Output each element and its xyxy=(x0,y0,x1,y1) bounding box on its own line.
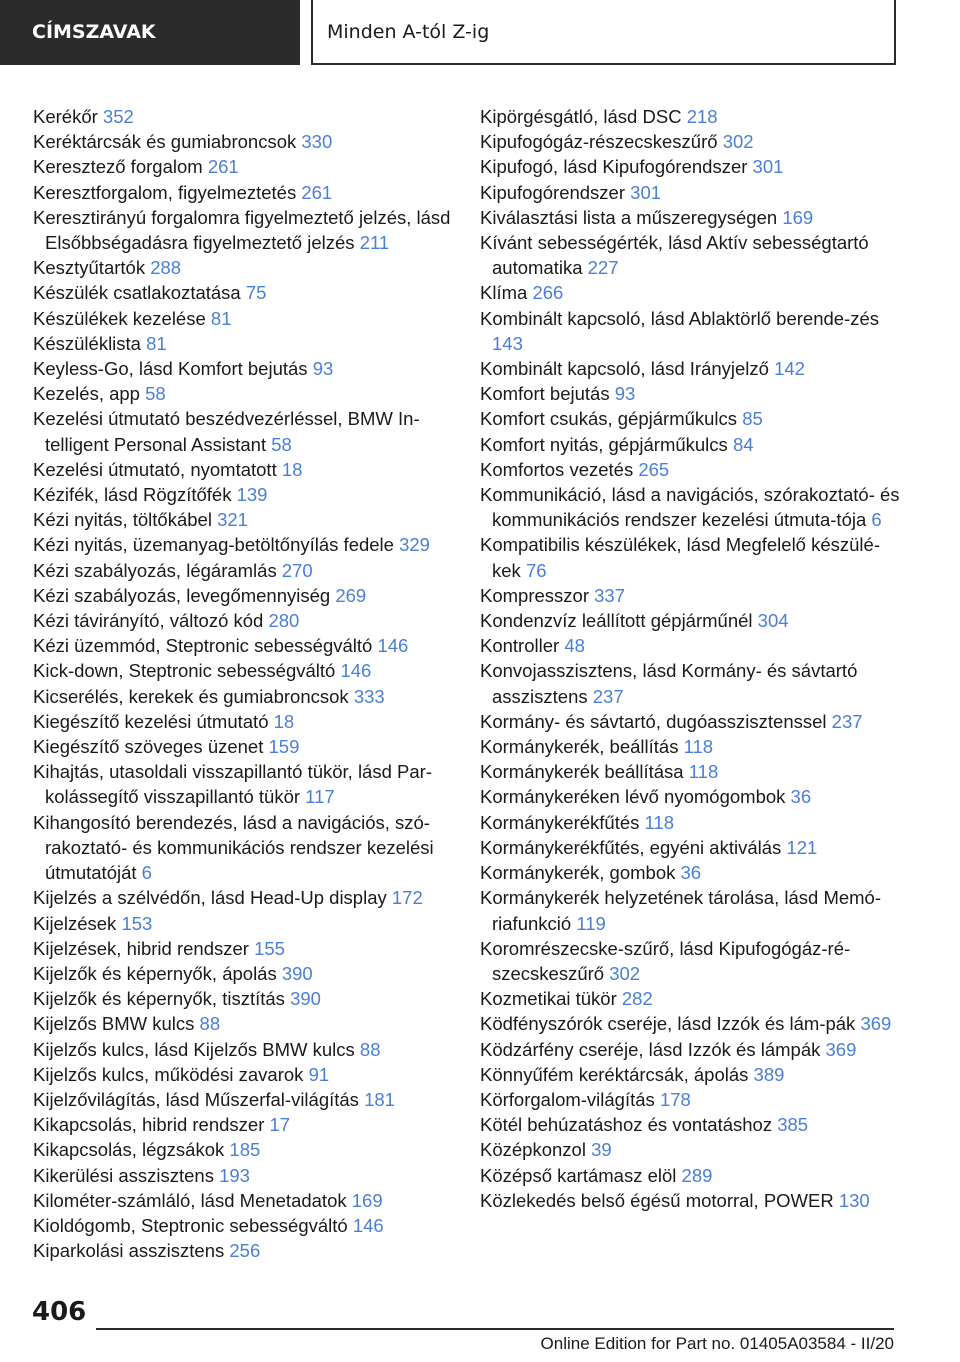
index-term: Kicserélés, kerekek és gumiabroncsok xyxy=(33,685,349,707)
index-entry xyxy=(480,583,900,608)
index-term: Kormánykerék helyzetének tárolása, lásd Memó-riafunkció xyxy=(480,887,882,934)
page-reference-link[interactable]: 146 xyxy=(377,635,409,657)
index-term: Kézi szabályozás, levegőmennyiség xyxy=(33,584,331,606)
index-term: Kijelzővilágítás, lásd Műszerfal-világítás xyxy=(33,1088,359,1110)
page-reference-link[interactable]: 58 xyxy=(145,383,166,405)
index-entry xyxy=(33,507,463,532)
index-term: Kormány- és sávtartó, dugóasszisztenssel xyxy=(480,710,827,732)
index-term: Kijelzések xyxy=(33,912,117,934)
page-reference-link[interactable]: 88 xyxy=(359,1038,381,1060)
index-entry xyxy=(480,381,900,406)
index-entry xyxy=(480,280,900,305)
index-term: Kézi üzemmód, Steptronic sebességváltó xyxy=(33,635,373,657)
page-reference-link[interactable]: 118 xyxy=(683,736,714,758)
index-entry xyxy=(33,1112,463,1137)
page-reference-link[interactable]: 153 xyxy=(121,912,153,934)
page-reference-link[interactable]: 321 xyxy=(217,509,248,531)
index-entry xyxy=(33,1238,463,1263)
page-reference-link[interactable]: 36 xyxy=(790,786,812,808)
index-term: Keréktárcsák és gumiabroncsok xyxy=(33,131,297,153)
index-entry xyxy=(33,633,463,658)
page-reference-link[interactable]: 302 xyxy=(722,131,754,153)
index-entry xyxy=(33,583,463,608)
index-term: Kipufogó, lásd Kipufogórendszer xyxy=(480,156,748,178)
index-entry xyxy=(33,331,463,356)
page-reference-link[interactable]: 270 xyxy=(281,559,313,581)
index-entry xyxy=(33,759,463,809)
chapter-tab: Minden A-tól Z-ig xyxy=(311,0,896,65)
index-term: Kerékőr xyxy=(33,106,98,127)
index-term: Kesztyűtartók xyxy=(33,257,146,279)
page-reference-link[interactable]: 146 xyxy=(352,1214,384,1236)
page-reference-link[interactable]: 329 xyxy=(399,534,430,556)
page-reference-link[interactable]: 119 xyxy=(576,912,606,934)
index-term: Klíma xyxy=(480,282,528,304)
page-reference-link[interactable]: 237 xyxy=(592,685,624,707)
index-term: Keresztirányú forgalomra figyelmeztető jelzés, lásd Elsőbbségadásra figyelmeztető jelzés xyxy=(33,206,451,254)
index-entry xyxy=(33,936,463,961)
index-entry xyxy=(480,1188,900,1213)
index-entry xyxy=(480,1062,900,1087)
index-term: Kihangosító berendezés, lásd a navigációs, szó-rakoztató- és kommunikációs rendszer kezelési útmutatóját xyxy=(33,811,434,884)
page-reference-link[interactable]: 155 xyxy=(254,937,285,959)
index-term: Keresztforgalom, figyelmeztetés xyxy=(33,181,297,203)
index-entry xyxy=(33,1062,463,1087)
index-entry xyxy=(480,885,900,935)
index-term: Kormánykeréken lévő nyomógombok xyxy=(480,786,786,808)
index-entry xyxy=(480,709,900,734)
page-reference-link[interactable]: 76 xyxy=(525,559,547,581)
index-entry xyxy=(33,180,463,205)
index-term: Komfort bejutás xyxy=(480,383,610,405)
index-entry xyxy=(480,810,900,835)
index-term: Kompatibilis készülékek, lásd Megfelelő készülé-kek xyxy=(480,534,880,581)
index-entry xyxy=(480,986,900,1011)
index-entry xyxy=(33,306,463,331)
page-reference-link[interactable]: 81 xyxy=(210,307,232,329)
page-reference-link[interactable]: 169 xyxy=(782,206,814,228)
index-term: Kipufogógáz-részecskeszűrő xyxy=(480,131,718,153)
index-entry xyxy=(33,356,463,381)
index-column-right xyxy=(480,104,900,1213)
page-reference-link[interactable]: 211 xyxy=(359,232,390,254)
index-entry xyxy=(480,633,900,658)
index-entry xyxy=(33,709,463,734)
index-term: Kiparkolási asszisztens xyxy=(33,1240,225,1262)
index-entry xyxy=(480,129,900,154)
index-entry xyxy=(33,255,463,280)
index-term: Keresztező forgalom xyxy=(33,156,203,178)
index-term: Kezelési útmutató beszédvezérléssel, BMW In-telligent Personal Assistant xyxy=(33,408,420,455)
page-reference-link[interactable]: 185 xyxy=(229,1139,261,1161)
index-entry xyxy=(33,1037,463,1062)
page-reference-link[interactable]: 352 xyxy=(102,106,134,127)
page-reference-link[interactable]: 93 xyxy=(614,383,636,405)
index-entry xyxy=(480,608,900,633)
index-entry xyxy=(480,734,900,759)
index-entry xyxy=(33,1163,463,1188)
index-entry xyxy=(480,759,900,784)
page-reference-link[interactable]: 237 xyxy=(831,710,863,732)
index-entry xyxy=(480,180,900,205)
page-reference-link[interactable]: 181 xyxy=(364,1088,395,1110)
index-term: Ködfényszórók cseréje, lásd Izzók és lám-pák xyxy=(480,1013,856,1035)
page-reference-link[interactable]: 302 xyxy=(609,962,641,984)
index-entry xyxy=(33,1011,463,1036)
index-term: Kormánykerékfűtés, egyéni aktiválás xyxy=(480,836,782,858)
index-term: Konvojasszisztens, lásd Kormány- és sávtartó asszisztens xyxy=(480,660,858,707)
index-entry xyxy=(480,532,900,582)
index-entry xyxy=(33,532,463,557)
page-reference-link[interactable]: 269 xyxy=(335,584,367,606)
index-entry xyxy=(480,658,900,708)
index-entry xyxy=(480,306,900,356)
page-reference-link[interactable]: 146 xyxy=(340,660,372,682)
index-entry xyxy=(480,936,900,986)
page-reference-link[interactable]: 261 xyxy=(301,181,333,203)
page-reference-link[interactable]: 333 xyxy=(353,685,385,707)
page-reference-link[interactable]: 6 xyxy=(871,509,882,531)
index-entry xyxy=(480,104,900,129)
page-reference-link[interactable]: 389 xyxy=(753,1063,785,1085)
index-term: Kezelés, app xyxy=(33,383,140,405)
index-term: Kívánt sebességérték, lásd Aktív sebességtartó automatika xyxy=(480,232,869,279)
index-term: Kézifék, lásd Rögzítőfék xyxy=(33,484,232,506)
index-entry xyxy=(33,104,463,129)
index-term: Koromrészecske-szűrő, lásd Kipufogógáz-ré-szecskeszűrő xyxy=(480,937,851,984)
index-entry xyxy=(480,1163,900,1188)
page-reference-link[interactable]: 178 xyxy=(659,1088,691,1110)
index-entry xyxy=(480,482,900,532)
index-term: Kijelzés a szélvédőn, lásd Head-Up display xyxy=(33,887,387,909)
page-reference-link[interactable]: 143 xyxy=(492,332,523,354)
index-term: Közlekedés belső égésű motorral, POWER xyxy=(480,1189,834,1211)
index-term: Könnyűfém keréktárcsák, ápolás xyxy=(480,1063,749,1085)
index-term: Komfortos vezetés xyxy=(480,458,634,480)
index-entry xyxy=(33,280,463,305)
index-entry xyxy=(33,482,463,507)
index-entry xyxy=(480,1087,900,1112)
index-entry xyxy=(33,810,463,886)
index-term: Kihajtás, utasoldali visszapillantó tükör, lásd Par-kolássegítő visszapillantó tükör xyxy=(33,761,432,808)
page-number: 406 xyxy=(32,1297,87,1327)
index-entry xyxy=(480,432,900,457)
index-entry xyxy=(33,205,463,255)
page-reference-link[interactable]: 218 xyxy=(686,106,718,127)
index-term: Készülék csatlakoztatása xyxy=(33,282,241,304)
page-reference-link[interactable]: 390 xyxy=(281,962,313,984)
index-term: Készülékek kezelése xyxy=(33,307,206,329)
page-reference-link[interactable]: 288 xyxy=(150,257,182,279)
page-reference-link[interactable]: 48 xyxy=(564,635,585,657)
page-reference-link[interactable]: 84 xyxy=(732,433,754,455)
index-term: Kijelzők és képernyők, ápolás xyxy=(33,962,277,984)
index-entry xyxy=(33,684,463,709)
page-reference-link[interactable]: 36 xyxy=(680,862,702,884)
page-reference-link[interactable]: 88 xyxy=(199,1013,221,1035)
index-term: Kick-down, Steptronic sebességváltó xyxy=(33,660,336,682)
page-reference-link[interactable]: 17 xyxy=(269,1114,291,1136)
index-term: Kormánykerékfűtés xyxy=(480,811,640,833)
index-term: Komfort nyitás, gépjárműkulcs xyxy=(480,433,728,455)
index-entry xyxy=(33,457,463,482)
index-entry xyxy=(480,1037,900,1062)
index-term: Komfort csukás, gépjárműkulcs xyxy=(480,408,738,430)
footer-edition: Online Edition for Part no. 01405A03584 - II/20 xyxy=(540,1334,894,1353)
index-entry xyxy=(33,885,463,910)
index-entry xyxy=(480,784,900,809)
index-entry xyxy=(480,205,900,230)
page-reference-link[interactable]: 159 xyxy=(268,736,300,758)
page-reference-link[interactable]: 369 xyxy=(860,1013,892,1035)
index-term: Kormánykerék, beállítás xyxy=(480,736,679,758)
index-term: Kijelzős kulcs, lásd Kijelzős BMW kulcs xyxy=(33,1038,355,1060)
index-term: Készüléklista xyxy=(33,332,141,354)
index-column-left xyxy=(33,104,463,1263)
page-reference-link[interactable]: 289 xyxy=(681,1164,713,1186)
index-term: Kombinált kapcsoló, lásd Ablaktörlő berende-zés xyxy=(480,307,880,329)
index-entry xyxy=(480,406,900,431)
page-reference-link[interactable]: 266 xyxy=(532,282,564,304)
index-term: Kommunikáció, lásd a navigációs, szórakoztató- és kommunikációs rendszer kezelési útmuta-tója xyxy=(480,484,900,531)
index-entry xyxy=(480,1137,900,1162)
index-entry xyxy=(33,1188,463,1213)
page-reference-link[interactable]: 301 xyxy=(752,156,784,178)
index-term: Kipufogórendszer xyxy=(480,181,626,203)
page-reference-link[interactable]: 330 xyxy=(301,131,333,153)
index-term: Kipörgésgátló, lásd DSC xyxy=(480,106,682,127)
index-term: Kilométer-számláló, lásd Menetadatok xyxy=(33,1189,347,1211)
page-reference-link[interactable]: 93 xyxy=(312,358,334,380)
index-term: Kezelési útmutató, nyomtatott xyxy=(33,458,277,480)
page-reference-link[interactable]: 117 xyxy=(305,786,335,808)
index-entry xyxy=(33,381,463,406)
index-term: Kikerülési asszisztens xyxy=(33,1164,214,1186)
page-reference-link[interactable]: 280 xyxy=(268,610,300,632)
index-term: Kijelzős BMW kulcs xyxy=(33,1013,195,1035)
index-term: Kézi nyitás, töltőkábel xyxy=(33,509,212,531)
index-entry xyxy=(33,1213,463,1238)
index-entry xyxy=(33,608,463,633)
page-reference-link[interactable]: 193 xyxy=(219,1164,250,1186)
index-term: Kioldógomb, Steptronic sebességváltó xyxy=(33,1214,348,1236)
index-entry xyxy=(480,230,900,280)
index-term: Középkonzol xyxy=(480,1139,586,1161)
page-reference-link[interactable]: 139 xyxy=(236,484,268,506)
index-term: Ködzárfény cseréje, lásd Izzók és lámpák xyxy=(480,1038,821,1060)
section-tab: CÍMSZAVAK xyxy=(0,0,300,65)
page-reference-link[interactable]: 39 xyxy=(591,1139,612,1161)
index-term: Kompresszor xyxy=(480,584,589,606)
index-term: Kormánykerék, gombok xyxy=(480,862,676,884)
page-reference-link[interactable]: 91 xyxy=(308,1063,330,1085)
page-reference-link[interactable]: 256 xyxy=(229,1240,261,1262)
index-entry xyxy=(480,356,900,381)
page-reference-link[interactable]: 85 xyxy=(742,408,763,430)
index-term: Középső kartámasz elöl xyxy=(480,1164,677,1186)
page-reference-link[interactable]: 18 xyxy=(273,710,295,732)
index-entry xyxy=(33,986,463,1011)
index-entry xyxy=(480,457,900,482)
page-reference-link[interactable]: 337 xyxy=(594,584,625,606)
index-entry xyxy=(33,129,463,154)
index-term: Kézi szabályozás, légáramlás xyxy=(33,559,277,581)
page-reference-link[interactable]: 172 xyxy=(391,887,423,909)
index-term: Kormánykerék beállítása xyxy=(480,761,684,783)
page-reference-link[interactable]: 265 xyxy=(638,458,670,480)
index-entry xyxy=(33,406,463,456)
page-reference-link[interactable]: 369 xyxy=(825,1038,857,1060)
index-term: Kondenzvíz leállított gépjárműnél xyxy=(480,610,753,632)
index-entry xyxy=(33,154,463,179)
index-entry xyxy=(33,961,463,986)
index-term: Kijelzések, hibrid rendszer xyxy=(33,937,249,959)
page-reference-link[interactable]: 6 xyxy=(141,862,152,884)
page-reference-link[interactable]: 118 xyxy=(688,761,719,783)
page-reference-link[interactable]: 118 xyxy=(644,811,675,833)
page-reference-link[interactable]: 390 xyxy=(290,988,321,1010)
index-term: Kiegészítő kezelési útmutató xyxy=(33,710,269,732)
page-reference-link[interactable]: 18 xyxy=(281,458,303,480)
index-term: Kijelzős kulcs, működési zavarok xyxy=(33,1063,304,1085)
footer-rule xyxy=(96,1328,894,1330)
page-reference-link[interactable]: 142 xyxy=(774,358,805,380)
index-entry xyxy=(480,835,900,860)
index-entry xyxy=(480,154,900,179)
page-reference-link[interactable]: 385 xyxy=(777,1114,809,1136)
index-entry xyxy=(480,860,900,885)
index-term: Kozmetikai tükör xyxy=(480,988,617,1010)
page-reference-link[interactable]: 282 xyxy=(621,988,653,1010)
page-reference-link[interactable]: 227 xyxy=(587,257,619,279)
index-term: Körforgalom-világítás xyxy=(480,1088,655,1110)
index-term: Kikapcsolás, légzsákok xyxy=(33,1139,225,1161)
page-reference-link[interactable]: 169 xyxy=(351,1189,383,1211)
index-term: Keyless-Go, lásd Komfort bejutás xyxy=(33,358,308,380)
index-term: Kijelzők és képernyők, tisztítás xyxy=(33,988,285,1010)
index-entry xyxy=(33,1137,463,1162)
page-reference-link[interactable]: 58 xyxy=(271,433,292,455)
index-term: Kikapcsolás, hibrid rendszer xyxy=(33,1114,265,1136)
index-term: Kiválasztási lista a műszeregységen xyxy=(480,206,778,228)
index-term: Kombinált kapcsoló, lásd Irányjelző xyxy=(480,358,769,380)
page-reference-link[interactable]: 75 xyxy=(245,282,267,304)
page-reference-link[interactable]: 81 xyxy=(146,332,167,354)
page-reference-link[interactable]: 301 xyxy=(630,181,662,203)
index-term: Kötél behúzatáshoz és vontatáshoz xyxy=(480,1114,773,1136)
index-entry xyxy=(33,1087,463,1112)
index-entry xyxy=(33,911,463,936)
index-entry xyxy=(33,558,463,583)
index-term: Kiegészítő szöveges üzenet xyxy=(33,736,264,758)
page-reference-link[interactable]: 130 xyxy=(838,1189,870,1211)
page-reference-link[interactable]: 304 xyxy=(757,610,789,632)
page-reference-link[interactable]: 261 xyxy=(207,156,239,178)
index-term: Kontroller xyxy=(480,635,560,657)
page-reference-link[interactable]: 121 xyxy=(786,836,818,858)
index-entry xyxy=(33,734,463,759)
index-entry xyxy=(480,1011,900,1036)
index-entry xyxy=(480,1112,900,1137)
index-term: Kézi nyitás, üzemanyag-betöltőnyílás fedele xyxy=(33,534,394,556)
index-entry xyxy=(33,658,463,683)
index-term: Kézi távirányító, változó kód xyxy=(33,610,264,632)
